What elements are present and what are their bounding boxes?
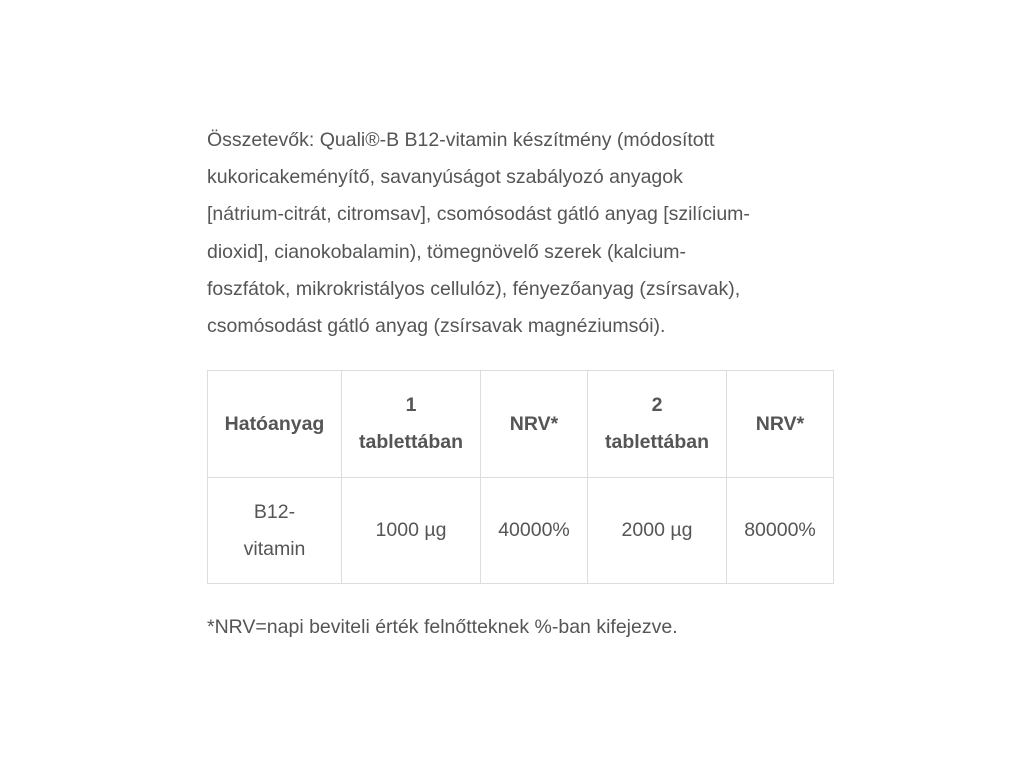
ingredients-line: Összetevők: Quali®-B B12-vitamin készítmény (módosított [207, 129, 715, 151]
cell-nrv-1: 40000% [481, 478, 588, 584]
product-description [207, 122, 847, 638]
header-per-2-tablets [588, 371, 727, 478]
header-label: 1 [405, 394, 417, 416]
nrv-footnote: *NRV=napi beviteli érték felnőtteknek %-ban kifejezve. [207, 616, 678, 638]
header-nrv-1 [481, 371, 588, 478]
cell-amount-1-tablet: 1000 µg [342, 478, 481, 584]
ingredients-line: foszfátok, mikrokristályos cellulóz), fényezőanyag (zsírsavak), [207, 277, 741, 300]
table-row [208, 478, 834, 584]
header-label: tablettában [604, 431, 709, 453]
cell-nrv-2: 80000% [727, 478, 834, 584]
header-label: NRV* [755, 412, 805, 435]
table-header-row [208, 371, 834, 478]
header-nrv-2 [727, 371, 834, 478]
header-label: tablettában [358, 431, 463, 453]
ingredients-text [207, 122, 847, 345]
ingredients-line: dioxid], cianokobalamin), tömegnövelő szerek (kalcium- [207, 240, 687, 263]
ingredients-line: [nátrium-citrát, citromsav], csomósodást gátló anyag [szilícium- [207, 203, 750, 226]
cell-ingredient-name [208, 478, 342, 584]
ingredient-name: B12- [253, 500, 296, 523]
nutrition-table [207, 370, 834, 584]
ingredients-line: csomósodást gátló anyag (zsírsavak magnéziumsói). [207, 315, 666, 338]
nutrition-table-body [208, 478, 834, 584]
header-active-ingredient [208, 371, 342, 478]
header-label: NRV* [509, 412, 559, 435]
ingredient-name: vitamin [243, 537, 306, 560]
header-label: 2 [651, 394, 663, 416]
nutrition-table-header [208, 371, 834, 478]
header-per-1-tablet [342, 371, 481, 478]
cell-amount-2-tablets: 2000 µg [588, 478, 727, 584]
header-label: Hatóanyag [224, 412, 325, 435]
ingredients-line: kukoricakeményítő, savanyúságot szabályozó anyagok [207, 166, 683, 189]
